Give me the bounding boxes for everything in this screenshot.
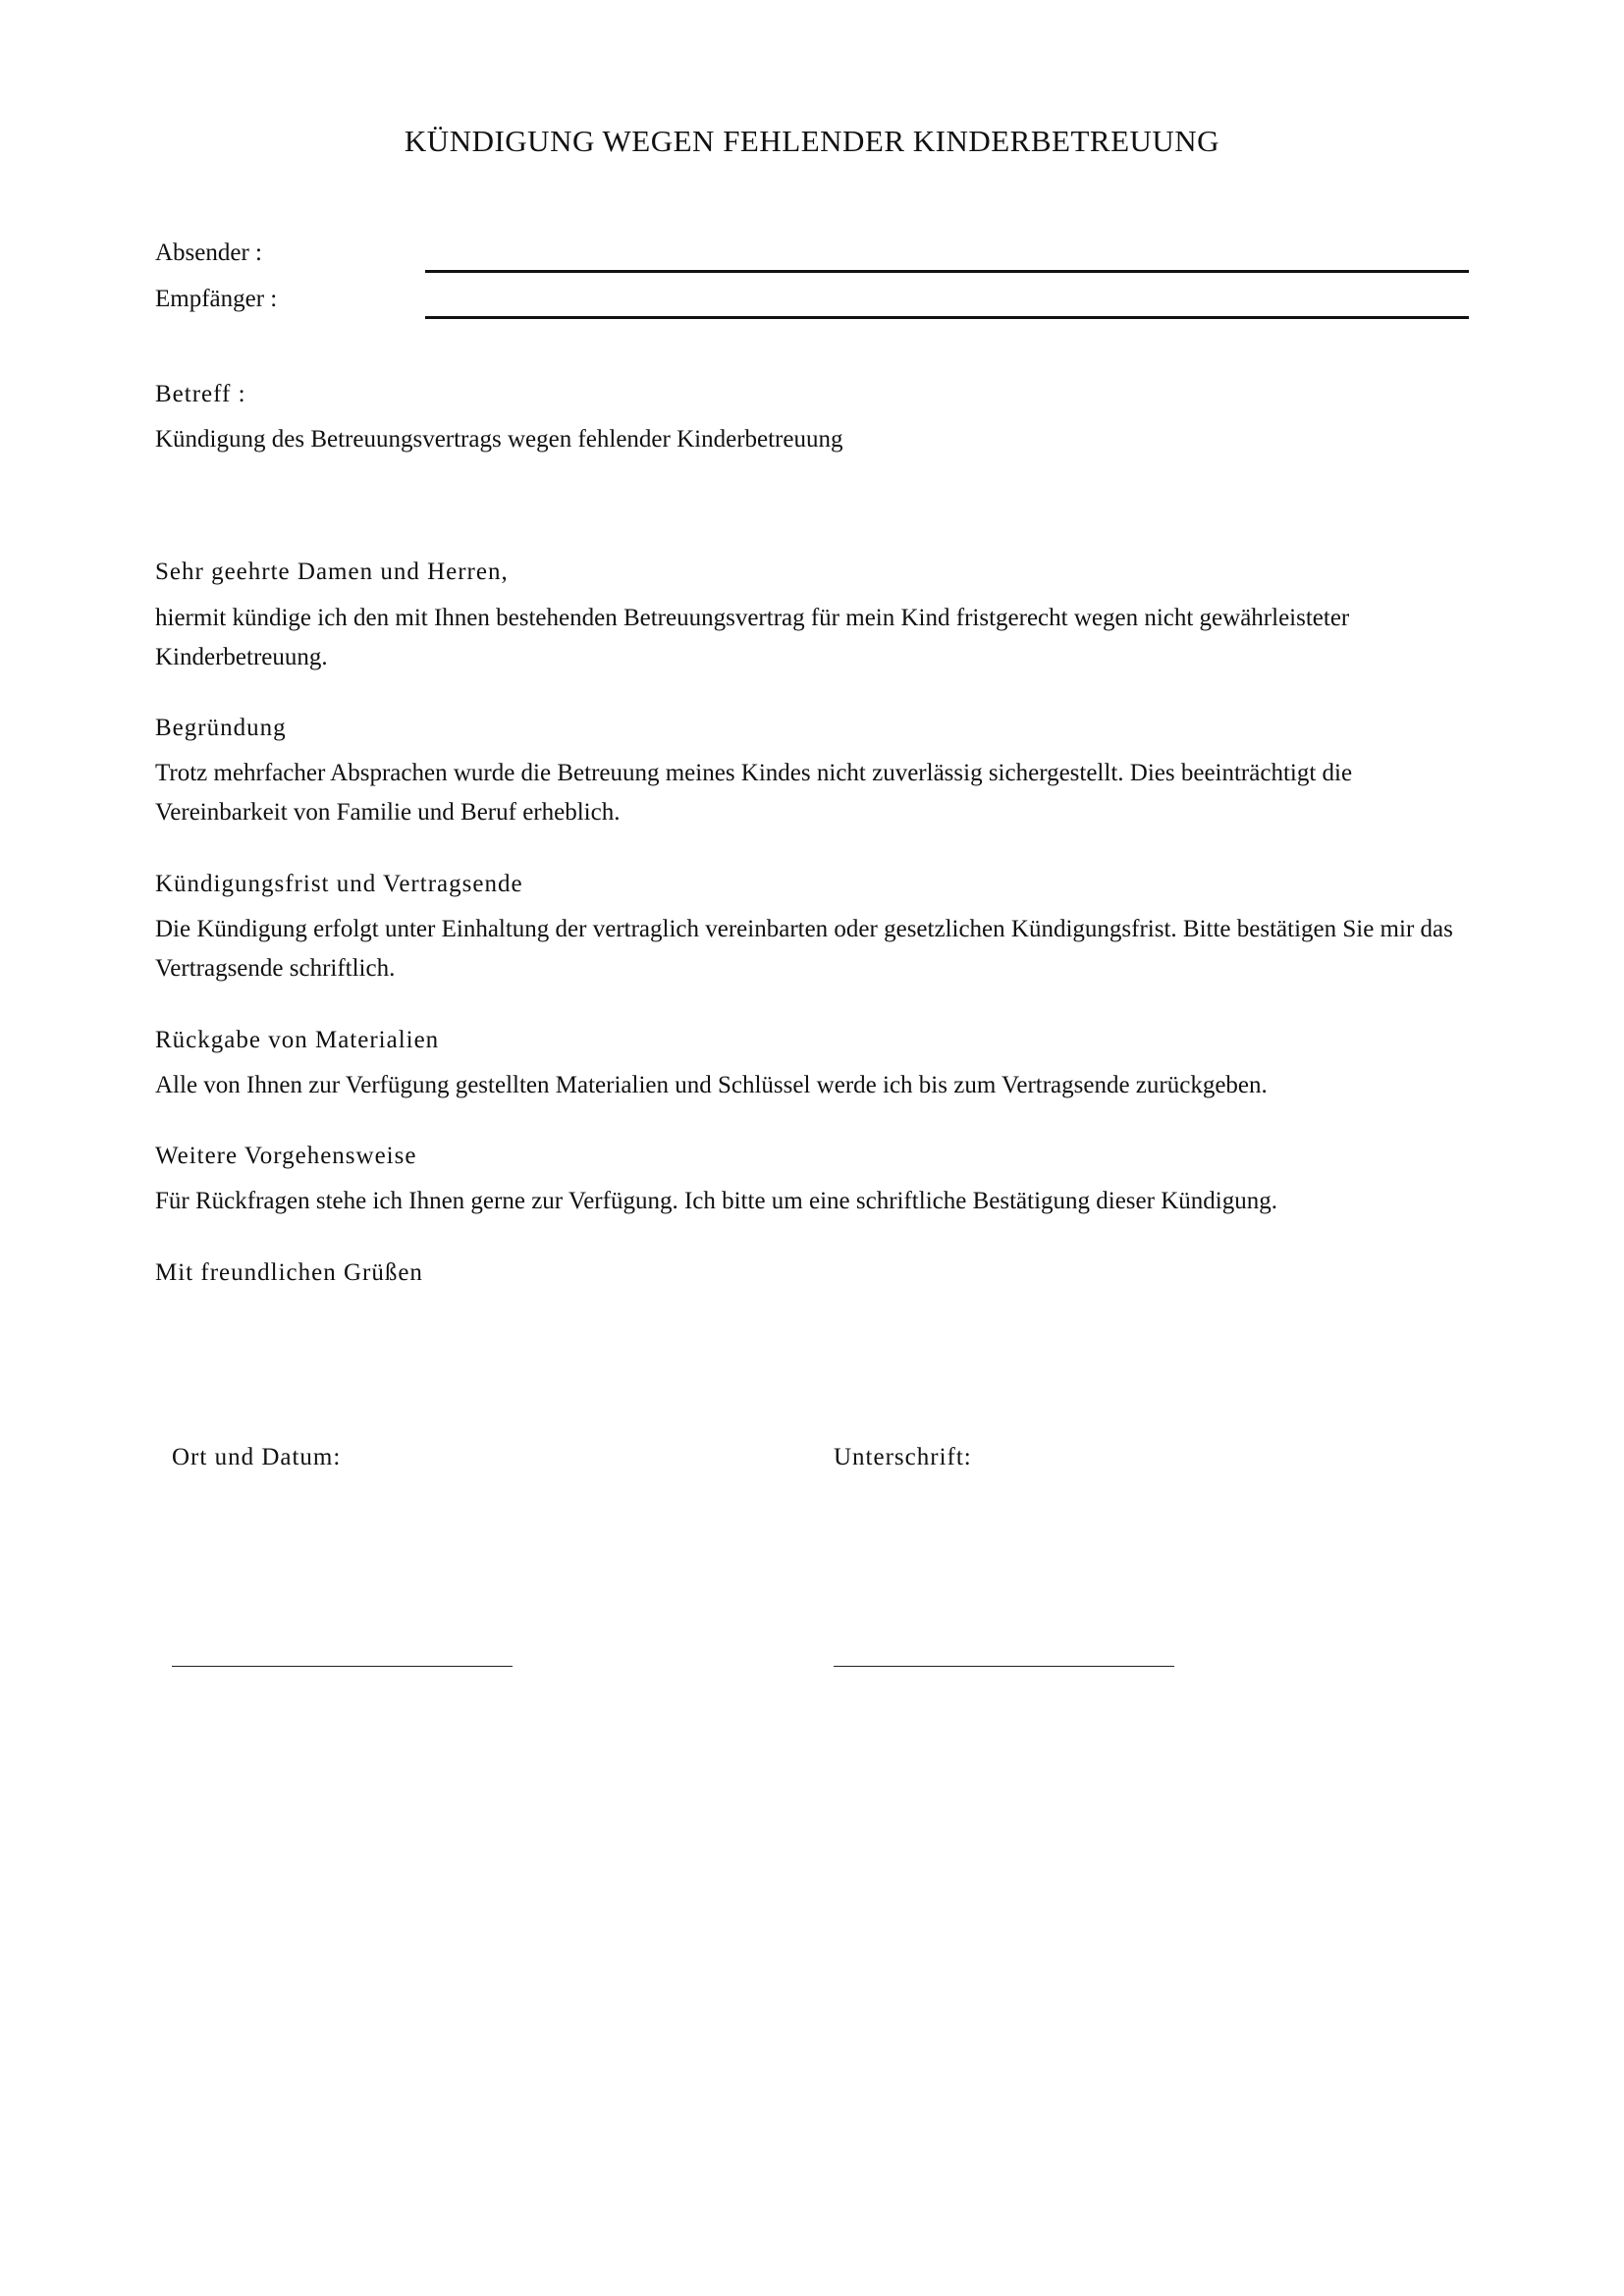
section-heading-return-materials: Rückgabe von Materialien: [155, 1027, 440, 1053]
section-heading-reason: Begründung: [155, 715, 287, 741]
section-heading-next-steps: Weitere Vorgehensweise: [155, 1143, 417, 1169]
place-date-line[interactable]: [172, 1666, 513, 1667]
signature-line[interactable]: [834, 1666, 1174, 1667]
section-text-return-materials: Alle von Ihnen zur Verfügung gestellten Materialien und Schlüssel werde ich bis zum Vertragsende zurückgeben.: [155, 1072, 1268, 1098]
recipient-label: Empfänger :: [155, 286, 278, 312]
intro-paragraph: hiermit kündige ich den mit Ihnen bestehenden Betreuungsvertrag für mein Kind fristgerecht wegen nicht gewährleisteter Kinderbetreuung.: [155, 605, 1350, 670]
sender-field-line[interactable]: [425, 270, 1469, 273]
salutation: Sehr geehrte Damen und Herren,: [155, 559, 509, 585]
place-date-label: Ort und Datum:: [172, 1444, 342, 1470]
closing: Mit freundlichen Grüßen: [155, 1259, 423, 1286]
section-heading-notice-period: Kündigungsfrist und Vertragsende: [155, 871, 523, 897]
recipient-field-line[interactable]: [425, 316, 1469, 319]
subject-label: Betreff :: [155, 381, 246, 407]
signature-label: Unterschrift:: [834, 1444, 972, 1470]
subject-text: Kündigung des Betreuungsvertrags wegen fehlender Kinderbetreuung: [155, 426, 843, 453]
section-text-next-steps: Für Rückfragen stehe ich Ihnen gerne zur Verfügung. Ich bitte um eine schriftliche Bestätigung dieser Kündigung.: [155, 1188, 1277, 1214]
document-title: KÜNDIGUNG WEGEN FEHLENDER KINDERBETREUUNG: [404, 124, 1220, 158]
section-text-notice-period: Die Kündigung erfolgt unter Einhaltung der vertraglich vereinbarten oder gesetzlichen Kündigungsfrist. Bitte bestätigen Sie mir das Vertragsende schriftlich.: [155, 916, 1453, 982]
sender-label: Absender :: [155, 240, 262, 266]
section-text-reason: Trotz mehrfacher Absprachen wurde die Betreuung meines Kindes nicht zuverlässig sichergestellt. Dies beeinträchtigt die Vereinbarkeit von Familie und Beruf erheblich.: [155, 760, 1353, 826]
